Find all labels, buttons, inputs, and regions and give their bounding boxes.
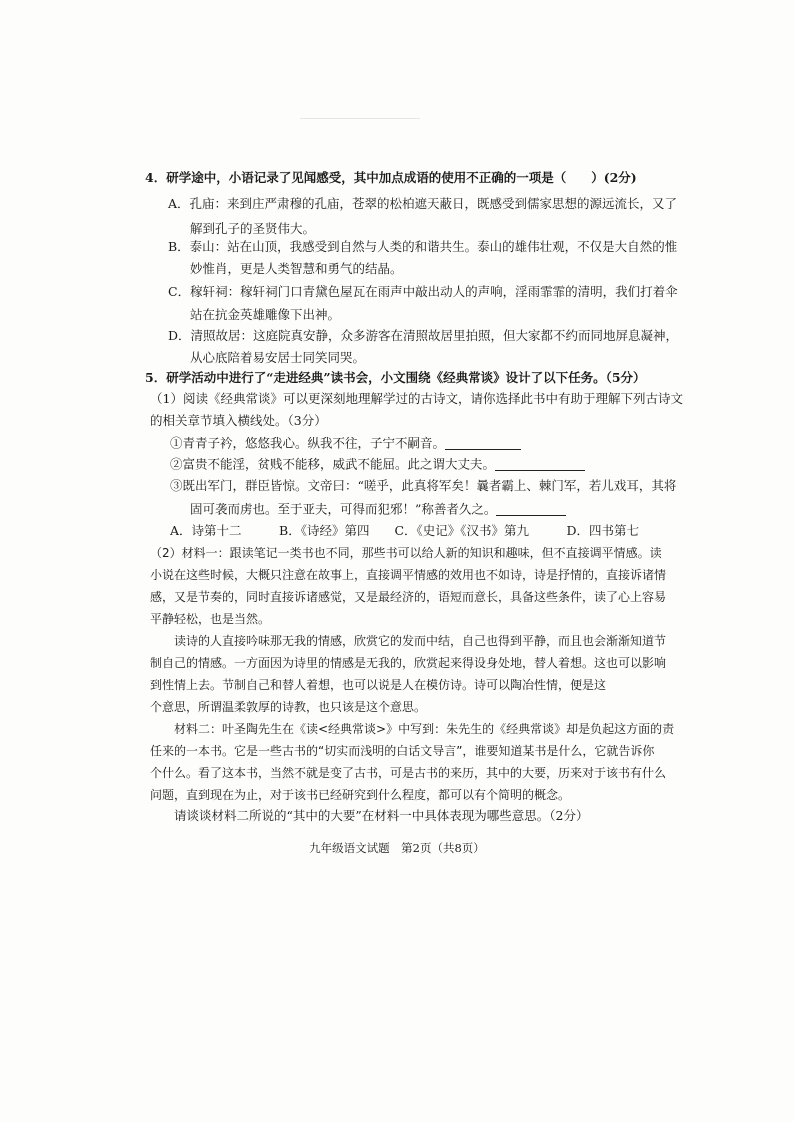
q5-stem: 5．研学活动中进行了“走进经典”读书会，小文围绕《经典常谈》设计了以下任务。（5分）	[145, 370, 646, 385]
material1-line3: 感，又是节奏的，同时直接诉诸感觉，又是最经济的，语短而意长，具备这些条件，读了心上容易	[150, 590, 667, 604]
q5-item2	[170, 458, 585, 471]
q5-item3-blank[interactable]	[496, 503, 566, 516]
q4-option-b-line1: B．泰山：站在山顶，我感受到自然与人类的和谐共生。泰山的雄伟壮观，不仅是大自然的惟	[168, 239, 678, 254]
q4-option-c-line2: 站在抗金英雄雕像下出神。	[190, 307, 341, 322]
material1-line8: 个意思，所谓温柔敦厚的诗教，也只该是这个意思。	[150, 700, 427, 714]
material1-line4: 平静轻松，也是当然。	[150, 612, 271, 626]
material2-line2: 任来的一本书。它是一些古书的“切实而浅明的白话文导言”，谁要知道某书是什么，它就告诉你	[150, 744, 655, 758]
q4-option-a-line2: 解到孔子的圣贤伟大。	[190, 221, 316, 236]
q4-option-d-line1: D．清照故居：这庭院真安静，众多游客在清照故居里拍照，但大家都不约而同地屏息凝神，	[168, 328, 679, 343]
material1-line6: 制自己的情感。一方面因为诗里的情感是无我的，欣赏起来得设身处地，替人着想。这也可以影响	[150, 656, 667, 670]
q5-part1-line1: （1）阅读《经典常谈》可以更深刻地理解学过的古诗文，请你选择此书中有助于理解下列古诗文	[150, 391, 683, 406]
q5-part1-line2: 的相关章节填入横线处。（3分）	[150, 413, 327, 428]
q4-option-b-line2: 妙惟肖，更是人类智慧和勇气的结晶。	[190, 261, 403, 276]
q4-option-a-line1: A．孔庙：来到庄严肃穆的孔庙，苍翠的松柏遮天蔽日，既感受到儒家思想的源远流长，又了	[168, 196, 678, 211]
q5-item2-text: ②富贵不能淫，贫贱不能移，威武不能屈。此之谓大丈夫。	[170, 456, 496, 472]
q4-stem: 4．研学途中，小语记录了见闻感受，其中加点成语的使用不正确的一项是（ ）(2分)	[145, 170, 637, 185]
material1-line7: 到性情上去。节制自己和替人着想，也可以说是人在模仿诗。诗可以陶冶性情，便是这	[150, 678, 607, 692]
material2-line4: 问题，直到现在为止，对于该书已经研究到什么程度，都可以有个简明的概念。	[150, 788, 571, 802]
q5-item3-text: 固可袭而虏也。至于亚夫，可得而犯邪！”称善者久之。	[190, 501, 497, 517]
q5-item1-text: ①青青子衿，悠悠我心。纵我不往，子宁不嗣音。	[170, 435, 446, 451]
scan-mark	[300, 118, 420, 119]
material1-line5: 读诗的人直接吟味那无我的情感，欣赏它的发而中结，自己也得到平静，而且也会渐渐知道节	[174, 634, 667, 648]
material2-line1: 材料二：叶圣陶先生在《读<经典常谈>》中写到：朱先生的《经典常谈》却是负起这方面的责	[174, 722, 675, 736]
q5-options: A．诗第十二 B．《诗经》第四 C．《史记》《汉书》第九 D．四书第七	[170, 523, 640, 538]
q5-item2-blank[interactable]	[495, 458, 585, 471]
page-footer: 九年级语文试题 第2页（共8页）	[309, 841, 485, 855]
material1-line1: （2）材料一：跟读笔记一类书也不同，那些书可以给人新的知识和趣味，但不直接调平情感。读	[150, 546, 662, 560]
material1-line2: 小说在这些时候，大概只注意在故事上，直接调平情感的效用也不如诗，诗是抒情的，直接诉诸情	[150, 568, 667, 582]
q5-item3-line2	[190, 503, 566, 516]
q5-item1-blank[interactable]	[445, 437, 521, 450]
q5-item1	[170, 437, 521, 450]
q5-part2-question: 请谈谈材料二所说的“其中的大要”在材料一中具体表现为哪些意思。（2分）	[174, 808, 589, 823]
material2-line3: 个什么。看了这本书，当然不就是变了古书，可是古书的来历，其中的大要，历来对于该书有什么	[150, 766, 667, 780]
q4-option-c-line1: C．稼轩祠：稼轩祠门口青黛色屋瓦在雨声中敲出动人的声响，淫雨霏霏的清明，我们打着伞	[168, 284, 678, 299]
q4-option-d-line2: 从心底陪着易安居士同笑同哭。	[190, 350, 366, 365]
q5-item3-line1: ③既出军门，群臣皆惊。文帝曰：“嗟乎，此真将军矣！曩者霸上、棘门军，若儿戏耳，其将	[170, 478, 677, 493]
